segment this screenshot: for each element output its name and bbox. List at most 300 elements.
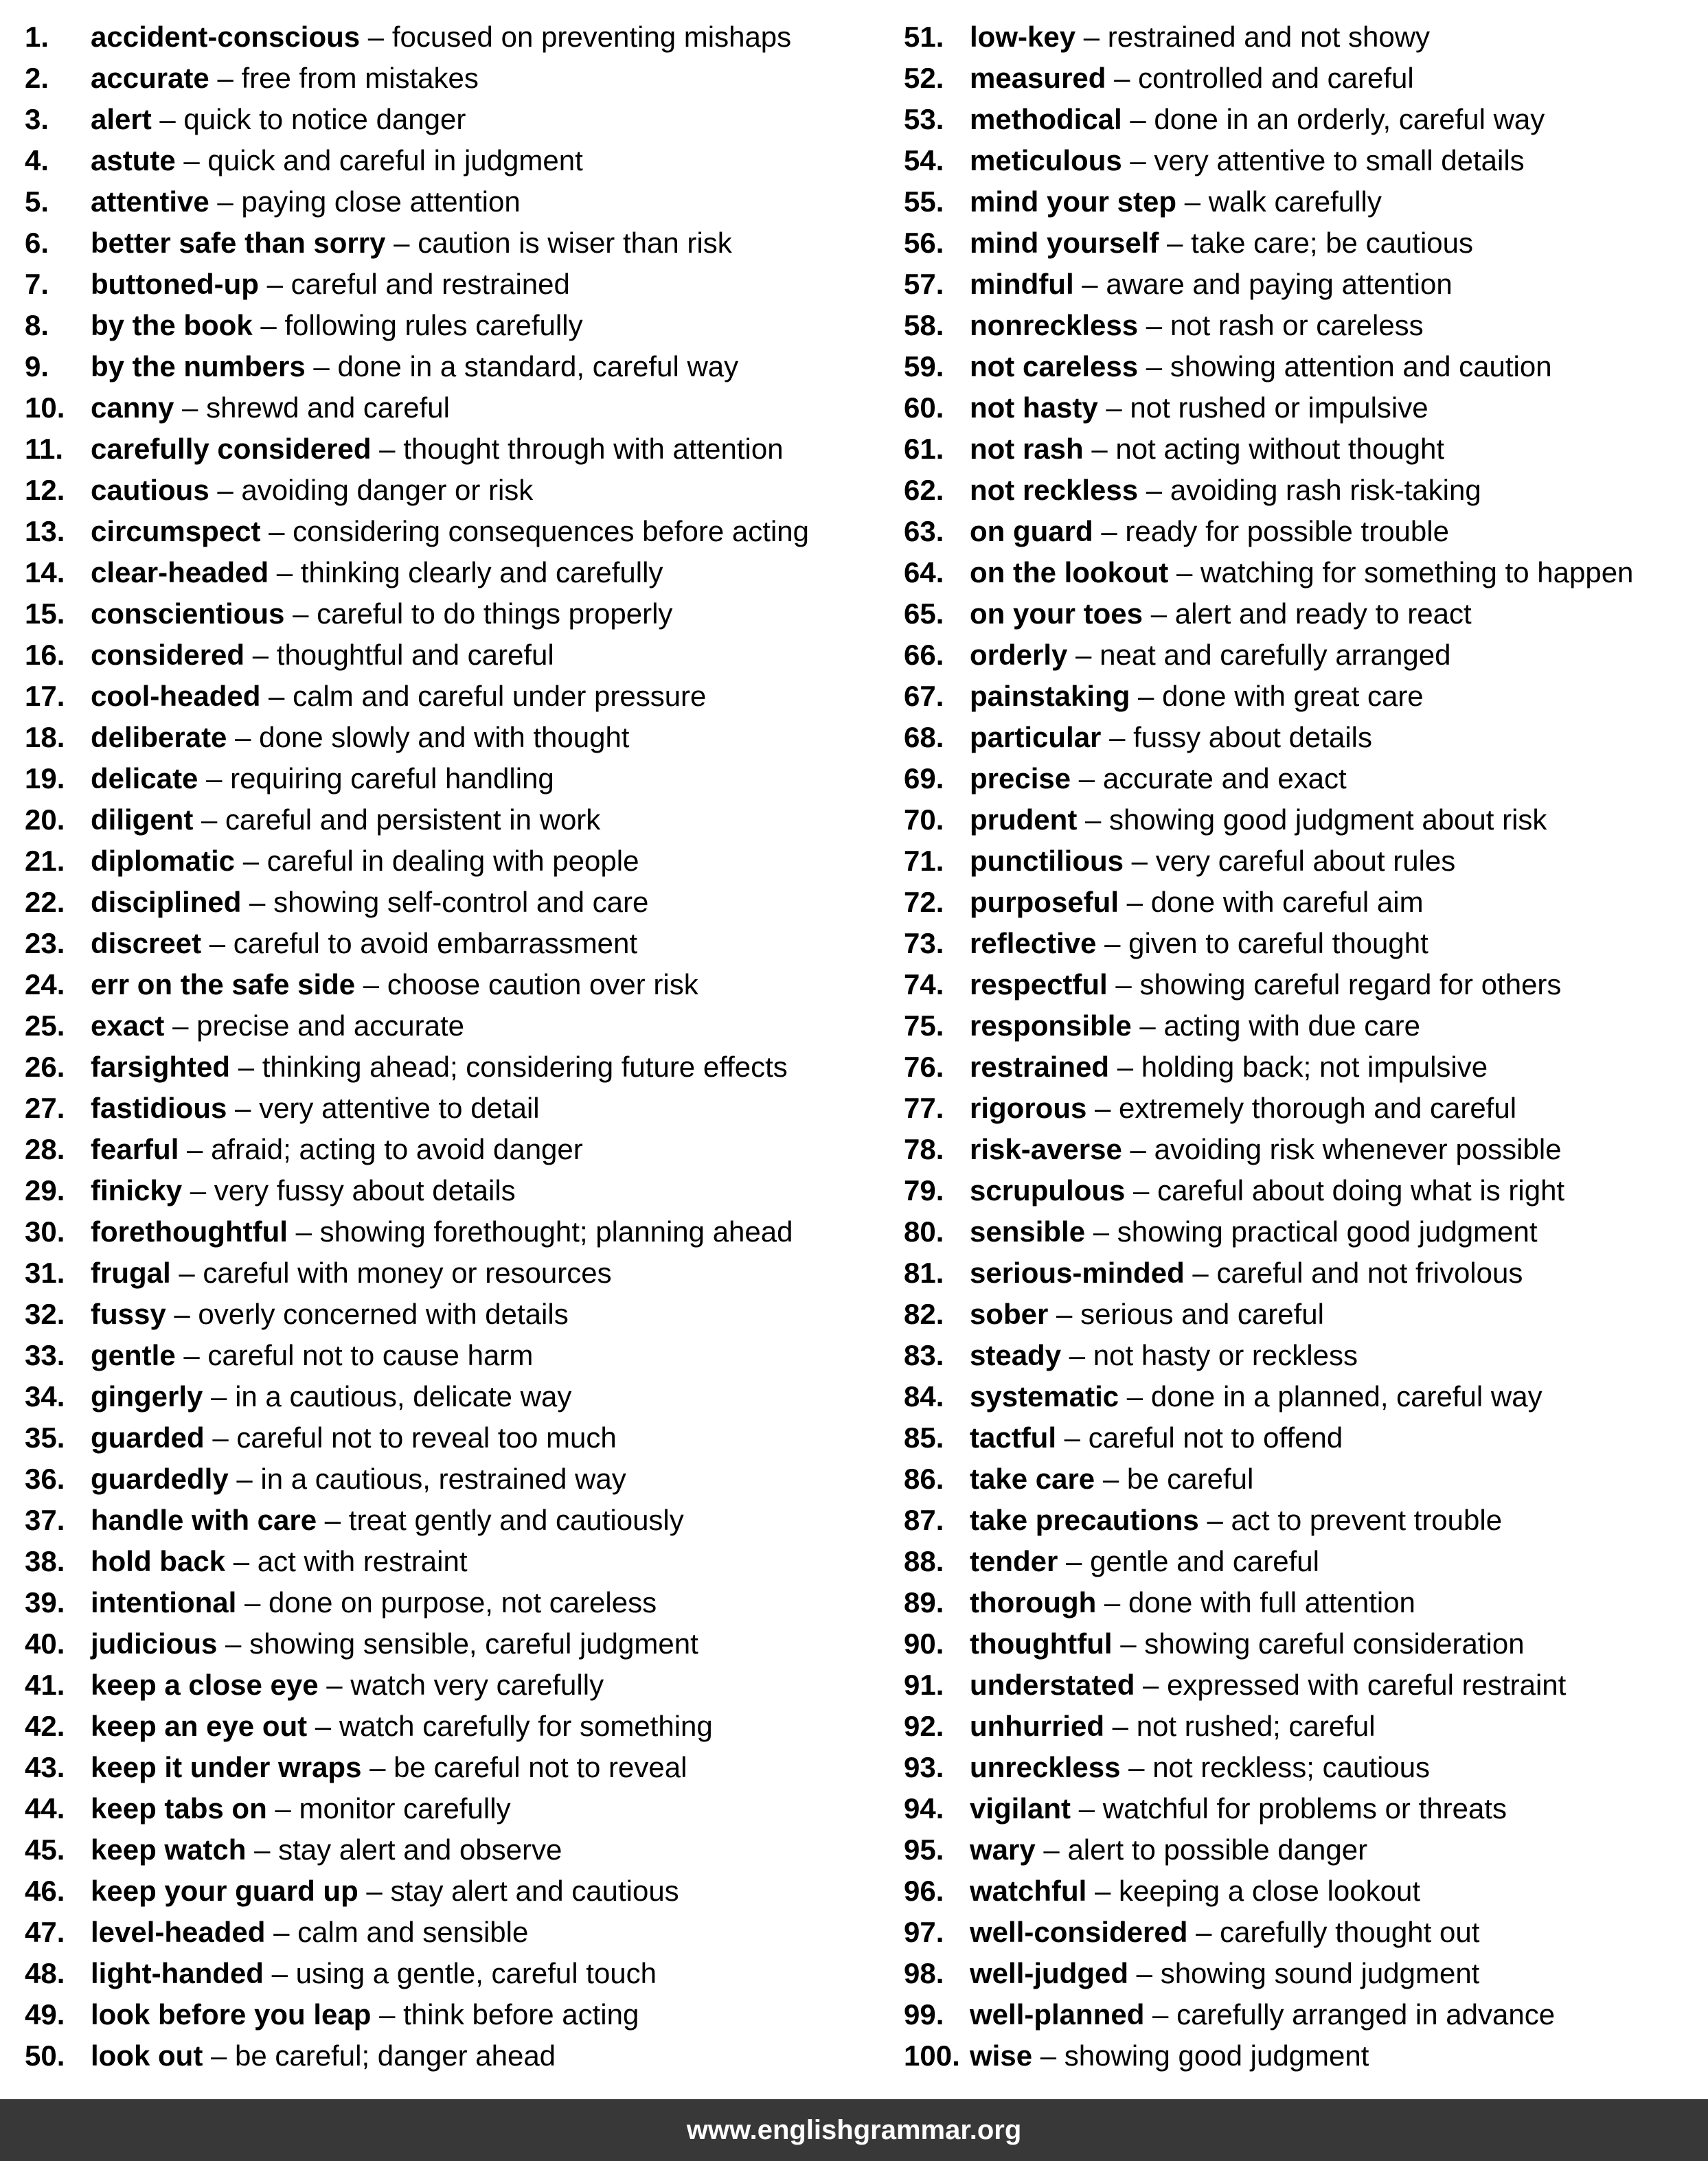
list-item	[904, 1376, 1700, 1417]
list-item	[904, 58, 1700, 99]
item-term: diligent	[91, 803, 194, 836]
item-term: cautious	[91, 474, 209, 506]
item-number: 30.	[25, 1215, 65, 1248]
item-separator: –	[227, 721, 260, 753]
item-number: 18.	[25, 721, 65, 753]
item-number: 62.	[904, 474, 944, 506]
item-definition: done with full attention	[1128, 1586, 1415, 1619]
item-definition: careful not to reveal too much	[236, 1421, 617, 1454]
footer-website[interactable]: www.englishgrammar.org	[686, 2115, 1022, 2145]
item-separator: –	[1086, 1092, 1119, 1124]
item-separator: –	[1075, 21, 1108, 53]
list-item	[25, 1829, 869, 1871]
item-term: not careless	[970, 350, 1139, 382]
item-separator: –	[174, 391, 207, 424]
item-definition: avoiding danger or risk	[241, 474, 534, 506]
item-term: exact	[91, 1009, 165, 1042]
item-definition: showing forethought; planning ahead	[319, 1215, 793, 1248]
footer-bar	[0, 2099, 1708, 2161]
list-item	[25, 1994, 869, 2035]
item-term: methodical	[970, 103, 1122, 135]
item-number: 28.	[25, 1133, 65, 1165]
item-term: light-handed	[91, 1957, 264, 1989]
item-term: considered	[91, 639, 245, 671]
item-separator: –	[1104, 1710, 1137, 1742]
item-number: 76.	[904, 1051, 944, 1083]
item-definition: watch very carefully	[350, 1669, 604, 1701]
item-definition: holding back; not impulsive	[1141, 1051, 1488, 1083]
item-definition: accurate and exact	[1102, 762, 1347, 794]
list-item	[904, 552, 1700, 593]
item-term: particular	[970, 721, 1102, 753]
item-term: mind your step	[970, 185, 1177, 218]
item-number: 54.	[904, 144, 944, 176]
item-number: 98.	[904, 1957, 944, 1989]
item-term: farsighted	[91, 1051, 231, 1083]
item-definition: caution is wiser than risk	[418, 227, 732, 259]
item-separator: –	[1095, 1463, 1127, 1495]
item-number: 92.	[904, 1710, 944, 1742]
list-item	[25, 58, 869, 99]
item-term: nonreckless	[970, 309, 1139, 341]
item-term: finicky	[91, 1174, 183, 1207]
item-separator: –	[225, 1545, 258, 1577]
item-definition: showing self-control and care	[273, 886, 649, 918]
item-separator: –	[1071, 1792, 1103, 1825]
item-separator: –	[355, 968, 387, 1001]
item-definition: careful to do things properly	[317, 597, 673, 630]
list-item	[25, 181, 869, 222]
list-item	[25, 1211, 869, 1253]
item-definition: quick to notice danger	[183, 103, 466, 135]
item-definition: gentle and careful	[1090, 1545, 1319, 1577]
list-item	[904, 923, 1700, 964]
item-number: 70.	[904, 803, 944, 836]
item-term: precise	[970, 762, 1071, 794]
item-separator: –	[1187, 1916, 1220, 1948]
item-separator: –	[318, 1669, 351, 1701]
list-item	[25, 1541, 869, 1582]
item-definition: very fussy about details	[214, 1174, 516, 1207]
item-separator: –	[260, 515, 293, 547]
item-definition: very attentive to detail	[259, 1092, 540, 1124]
item-separator: –	[1198, 1504, 1231, 1536]
item-number: 86.	[904, 1463, 944, 1495]
list-item	[904, 964, 1700, 1005]
item-separator: –	[1056, 1421, 1089, 1454]
item-term: take precautions	[970, 1504, 1199, 1536]
item-separator: –	[307, 1710, 339, 1742]
list-item	[25, 1005, 869, 1047]
item-term: by the numbers	[91, 350, 306, 382]
list-item	[25, 511, 869, 552]
item-number: 38.	[25, 1545, 65, 1577]
item-definition: restrained and not showy	[1107, 21, 1431, 53]
item-number: 15.	[25, 597, 65, 630]
list-item	[904, 428, 1700, 470]
item-number: 67.	[904, 680, 944, 712]
item-term: sober	[970, 1298, 1049, 1330]
item-separator: –	[209, 474, 242, 506]
item-number: 9.	[25, 350, 49, 382]
item-term: risk-averse	[970, 1133, 1122, 1165]
item-term: respectful	[970, 968, 1108, 1001]
item-separator: –	[198, 762, 231, 794]
item-separator: –	[1093, 515, 1126, 547]
item-definition: not reckless; cautious	[1152, 1751, 1431, 1783]
item-term: prudent	[970, 803, 1078, 836]
item-definition: watch carefully for something	[339, 1710, 713, 1742]
item-number: 23.	[25, 927, 65, 959]
item-separator: –	[164, 1009, 197, 1042]
item-term: fearful	[91, 1133, 179, 1165]
item-number: 4.	[25, 144, 49, 176]
item-term: carefully considered	[91, 433, 372, 465]
item-number: 81.	[904, 1257, 944, 1289]
item-number: 94.	[904, 1792, 944, 1825]
item-separator: –	[201, 927, 234, 959]
item-definition: watching for something to happen	[1200, 556, 1634, 588]
item-number: 52.	[904, 62, 944, 94]
item-term: intentional	[91, 1586, 237, 1619]
item-separator: –	[1135, 1669, 1168, 1701]
item-term: canny	[91, 391, 174, 424]
item-number: 12.	[25, 474, 65, 506]
item-definition: thought through with attention	[403, 433, 784, 465]
item-number: 10.	[25, 391, 65, 424]
list-item	[25, 305, 869, 346]
item-term: on the lookout	[970, 556, 1169, 588]
item-term: punctilious	[970, 845, 1124, 877]
list-item	[904, 511, 1700, 552]
item-definition: in a cautious, restrained way	[260, 1463, 626, 1495]
item-definition: focused on preventing mishaps	[391, 21, 792, 53]
item-separator: –	[252, 309, 285, 341]
item-definition: ready for possible trouble	[1125, 515, 1449, 547]
item-separator: –	[305, 350, 338, 382]
item-definition: showing practical good judgment	[1117, 1215, 1538, 1248]
item-separator: –	[175, 1339, 208, 1371]
item-term: disciplined	[91, 886, 242, 918]
item-separator: –	[258, 268, 291, 300]
item-separator: –	[209, 62, 242, 94]
item-definition: done in an orderly, careful way	[1154, 103, 1545, 135]
item-definition: not rushed or impulsive	[1130, 391, 1428, 424]
item-separator: –	[1096, 1586, 1128, 1619]
item-separator: –	[209, 185, 242, 218]
item-definition: avoiding risk whenever possible	[1154, 1133, 1562, 1165]
item-term: on guard	[970, 515, 1093, 547]
item-separator: –	[385, 227, 418, 259]
list-item	[25, 676, 869, 717]
item-definition: careful to avoid embarrassment	[233, 927, 638, 959]
item-term: responsible	[970, 1009, 1132, 1042]
list-item	[904, 2035, 1700, 2077]
item-term: well-judged	[970, 1957, 1128, 1989]
list-item	[25, 346, 869, 387]
item-number: 7.	[25, 268, 49, 300]
item-number: 66.	[904, 639, 944, 671]
item-term: look before you leap	[91, 1998, 372, 2031]
item-separator: –	[236, 1586, 269, 1619]
item-term: keep your guard up	[91, 1875, 358, 1907]
list-item	[25, 387, 869, 428]
item-number: 74.	[904, 968, 944, 1001]
item-separator: –	[170, 1257, 203, 1289]
item-term: hold back	[91, 1545, 226, 1577]
item-term: keep an eye out	[91, 1710, 308, 1742]
item-definition: calm and sensible	[297, 1916, 529, 1948]
item-separator: –	[1048, 1298, 1081, 1330]
list-item	[25, 1294, 869, 1335]
item-number: 84.	[904, 1380, 944, 1413]
item-number: 53.	[904, 103, 944, 135]
item-number: 27.	[25, 1092, 65, 1124]
item-separator: –	[182, 1174, 214, 1207]
item-term: alert	[91, 103, 152, 135]
item-separator: –	[217, 1627, 250, 1660]
list-item	[904, 181, 1700, 222]
item-definition: careful not to offend	[1088, 1421, 1343, 1454]
item-term: wary	[970, 1833, 1036, 1866]
item-separator: –	[265, 1916, 298, 1948]
item-number: 65.	[904, 597, 944, 630]
list-item	[904, 1665, 1700, 1706]
item-definition: done with careful aim	[1150, 886, 1424, 918]
item-number: 19.	[25, 762, 65, 794]
item-term: gingerly	[91, 1380, 203, 1413]
item-definition: expressed with careful restraint	[1167, 1669, 1567, 1701]
item-separator: –	[1119, 886, 1151, 918]
item-definition: paying close attention	[241, 185, 521, 218]
item-number: 1.	[25, 21, 49, 53]
list-item	[904, 222, 1700, 264]
item-separator: –	[1109, 1051, 1141, 1083]
item-separator: –	[1168, 556, 1200, 588]
item-definition: considering consequences before acting	[293, 515, 809, 547]
list-item	[904, 717, 1700, 758]
item-term: look out	[91, 2039, 203, 2072]
list-item	[25, 923, 869, 964]
item-definition: careful about doing what is right	[1157, 1174, 1565, 1207]
item-term: forethoughtful	[91, 1215, 288, 1248]
item-number: 51.	[904, 21, 944, 53]
item-separator: –	[1130, 680, 1163, 712]
item-number: 91.	[904, 1669, 944, 1701]
item-term: purposeful	[970, 886, 1119, 918]
item-definition: be careful not to reveal	[394, 1751, 687, 1783]
item-number: 77.	[904, 1092, 944, 1124]
item-number: 49.	[25, 1998, 65, 2031]
item-number: 37.	[25, 1504, 65, 1536]
item-definition: avoiding rash risk-taking	[1170, 474, 1481, 506]
list-item	[904, 1129, 1700, 1170]
list-item	[25, 1623, 869, 1665]
item-separator: –	[269, 556, 301, 588]
item-term: steady	[970, 1339, 1062, 1371]
list-item	[904, 1500, 1700, 1541]
list-item	[904, 1047, 1700, 1088]
item-number: 68.	[904, 721, 944, 753]
item-definition: think before acting	[403, 1998, 639, 2031]
list-item	[904, 16, 1700, 58]
list-item	[25, 16, 869, 58]
item-separator: –	[1107, 968, 1140, 1001]
list-item	[25, 1788, 869, 1829]
item-term: low-key	[970, 21, 1076, 53]
item-number: 25.	[25, 1009, 65, 1042]
list-item	[904, 1005, 1700, 1047]
item-number: 22.	[25, 886, 65, 918]
item-separator: –	[1077, 803, 1110, 836]
list-item	[25, 1335, 869, 1376]
item-term: clear-headed	[91, 556, 269, 588]
item-separator: –	[1058, 1545, 1091, 1577]
item-definition: careful in dealing with people	[266, 845, 639, 877]
item-number: 83.	[904, 1339, 944, 1371]
item-term: reflective	[970, 927, 1097, 959]
item-number: 40.	[25, 1627, 65, 1660]
item-term: handle with care	[91, 1504, 317, 1536]
item-definition: afraid; acting to avoid danger	[211, 1133, 583, 1165]
item-separator: –	[266, 1792, 299, 1825]
word-list-right-column	[904, 16, 1700, 2077]
list-item	[904, 305, 1700, 346]
item-term: tactful	[970, 1421, 1056, 1454]
item-number: 26.	[25, 1051, 65, 1083]
item-number: 59.	[904, 350, 944, 382]
item-number: 35.	[25, 1421, 65, 1454]
item-term: diplomatic	[91, 845, 236, 877]
list-item	[25, 1582, 869, 1623]
item-term: circumspect	[91, 515, 261, 547]
item-number: 29.	[25, 1174, 65, 1207]
item-definition: showing good judgment	[1064, 2039, 1369, 2072]
item-term: delicate	[91, 762, 198, 794]
item-definition: following rules carefully	[284, 309, 583, 341]
list-item	[25, 428, 869, 470]
item-separator: –	[193, 803, 226, 836]
item-term: orderly	[970, 639, 1068, 671]
list-item	[904, 1953, 1700, 1994]
item-term: buttoned-up	[91, 268, 259, 300]
item-definition: requiring careful handling	[230, 762, 554, 794]
item-term: err on the safe side	[91, 968, 356, 1001]
item-definition: neat and carefully arranged	[1100, 639, 1451, 671]
item-term: fussy	[91, 1298, 166, 1330]
item-definition: precise and accurate	[196, 1009, 465, 1042]
item-separator: –	[235, 845, 267, 877]
list-item	[25, 470, 869, 511]
item-separator: –	[1061, 1339, 1093, 1371]
list-item	[904, 1706, 1700, 1747]
item-term: unreckless	[970, 1751, 1121, 1783]
item-definition: act with restraint	[257, 1545, 468, 1577]
item-definition: calm and careful under pressure	[293, 680, 707, 712]
list-item	[25, 1953, 869, 1994]
item-separator: –	[246, 1833, 279, 1866]
item-number: 56.	[904, 227, 944, 259]
item-number: 50.	[25, 2039, 65, 2072]
item-term: attentive	[91, 185, 209, 218]
item-number: 47.	[25, 1916, 65, 1948]
item-term: watchful	[970, 1875, 1087, 1907]
list-item	[904, 1871, 1700, 1912]
item-separator: –	[263, 1957, 296, 1989]
item-definition: act to prevent trouble	[1231, 1504, 1503, 1536]
item-separator: –	[203, 1380, 236, 1413]
item-number: 34.	[25, 1380, 65, 1413]
item-definition: extremely thorough and careful	[1119, 1092, 1517, 1124]
list-item	[25, 964, 869, 1005]
item-number: 41.	[25, 1669, 65, 1701]
list-item	[904, 1912, 1700, 1953]
item-term: serious-minded	[970, 1257, 1185, 1289]
item-separator: –	[361, 1751, 394, 1783]
list-item	[904, 1417, 1700, 1459]
item-definition: be careful	[1126, 1463, 1254, 1495]
item-term: discreet	[91, 927, 202, 959]
item-separator: –	[1032, 2039, 1064, 2072]
item-number: 13.	[25, 515, 65, 547]
item-definition: not rash or careless	[1170, 309, 1424, 341]
list-item	[25, 1912, 869, 1953]
item-definition: showing sensible, careful judgment	[249, 1627, 698, 1660]
list-item	[25, 1170, 869, 1211]
list-item	[25, 222, 869, 264]
item-number: 39.	[25, 1586, 65, 1619]
item-definition: done in a planned, careful way	[1150, 1380, 1542, 1413]
list-item	[25, 2035, 869, 2077]
list-item	[25, 1459, 869, 1500]
list-item	[25, 1047, 869, 1088]
item-definition: careful with money or resources	[203, 1257, 612, 1289]
item-number: 17.	[25, 680, 65, 712]
item-number: 73.	[904, 927, 944, 959]
item-number: 99.	[904, 1998, 944, 2031]
item-definition: be careful; danger ahead	[235, 2039, 556, 2072]
list-item	[904, 841, 1700, 882]
item-number: 32.	[25, 1298, 65, 1330]
item-definition: controlled and careful	[1138, 62, 1414, 94]
item-definition: stay alert and observe	[278, 1833, 562, 1866]
item-term: accident-conscious	[91, 21, 361, 53]
item-number: 61.	[904, 433, 944, 465]
list-item	[904, 1170, 1700, 1211]
list-item	[25, 1871, 869, 1912]
item-term: thorough	[970, 1586, 1097, 1619]
list-item	[25, 1129, 869, 1170]
item-definition: quick and careful in judgment	[207, 144, 583, 176]
item-number: 69.	[904, 762, 944, 794]
list-item	[904, 1294, 1700, 1335]
item-separator: –	[1101, 721, 1134, 753]
item-definition: done with great care	[1162, 680, 1424, 712]
item-definition: done in a standard, careful way	[337, 350, 739, 382]
list-item	[904, 1994, 1700, 2035]
item-definition: very attentive to small details	[1154, 144, 1525, 176]
item-number: 72.	[904, 886, 944, 918]
item-definition: carefully arranged in advance	[1176, 1998, 1556, 2031]
item-term: keep tabs on	[91, 1792, 267, 1825]
item-number: 85.	[904, 1421, 944, 1454]
item-separator: –	[230, 1051, 262, 1083]
item-separator: –	[1138, 350, 1170, 382]
list-item	[25, 1665, 869, 1706]
list-item	[25, 634, 869, 676]
item-separator: –	[287, 1215, 320, 1248]
item-term: not reckless	[970, 474, 1139, 506]
